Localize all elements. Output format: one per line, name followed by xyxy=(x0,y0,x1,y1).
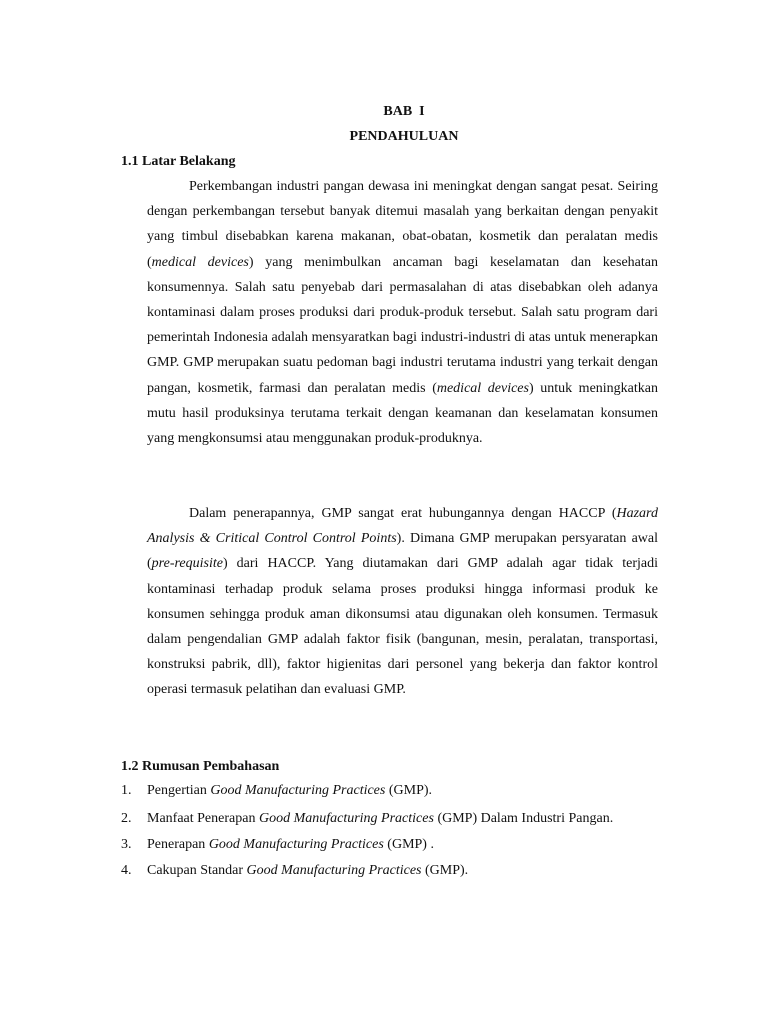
chapter-subtitle: PENDAHULUAN xyxy=(349,129,459,144)
list-item-number: 2. xyxy=(121,811,132,827)
list-item-number: 1. xyxy=(121,783,132,798)
italic-term: Good Manufacturing Practices xyxy=(258,811,434,827)
paragraph-2 xyxy=(147,501,658,703)
italic-term: Good Manufacturing Practices xyxy=(210,783,386,798)
text-run: ) yang menimbulkan ancaman bagi keselamatan dan kesehatan konsumennya. Salah satu penyebab dari permasalahan di atas disebabkan oleh adanya kontaminasi dalam proses produksi dari produk-produk tersebut. Salah satu program dari pemerintah Indonesia adalah mensyaratkan bagi industri-industri di atas untuk menerapkan GMP. GMP merupakan suatu pedoman bagi industri terutama industri yang terkait dengan pangan, kosmetik, farmasi dan peralatan medis ( xyxy=(147,254,658,396)
text-run: Penerapan xyxy=(147,837,209,853)
list-item xyxy=(121,832,658,857)
list-item-text xyxy=(147,832,658,857)
paragraph-1 xyxy=(147,174,658,451)
italic-term: Good Manufacturing Practices xyxy=(246,862,422,878)
italic-term: Good Manufacturing Practices xyxy=(208,837,384,853)
text-run: Cakupan Standar xyxy=(147,862,247,878)
list-item-number: 4. xyxy=(121,862,132,878)
list-item-text xyxy=(147,806,658,831)
text-run: Dalam penerapannya, GMP sangat erat hubungannya dengan HACCP ( xyxy=(189,506,617,521)
text-run: (GMP) . xyxy=(383,837,434,853)
list-item-text xyxy=(147,778,658,803)
topics-list xyxy=(121,778,658,883)
italic-term: medical devices xyxy=(436,380,529,396)
list-item xyxy=(121,858,658,883)
list-item-text xyxy=(147,858,658,883)
text-run: (GMP). xyxy=(385,783,433,798)
list-item xyxy=(121,778,658,803)
text-run: Perkembangan industri pangan dewasa ini meningkat dengan sangat pesat. Seiring dengan perkembangan tersebut banyak ditemui masalah yang berkaitan dengan penyakit yang timbul disebabkan karena makanan, obat-obatan, kosmetik dan peralatan medis ( xyxy=(147,179,658,270)
italic-term: medical devices xyxy=(151,254,249,270)
list-item-number: 3. xyxy=(121,837,132,853)
chapter-title: BAB I xyxy=(383,104,425,119)
text-run: Manfaat Penerapan xyxy=(147,811,259,827)
text-run: ) untuk meningkatkan mutu hasil produksinya terutama terkait dengan keamanan dan keselamatan konsumen yang mengkonsumsi atau menggunakan produk-produknya. xyxy=(147,380,658,447)
text-run: (GMP) Dalam Industri Pangan. xyxy=(433,811,614,827)
text-run: ) dari HACCP. Yang diutamakan dari GMP adalah agar tidak terjadi kontaminasi terhadap produk selama proses produksi hingga informasi produk ke konsumen sehingga produk aman dikonsumsi atau digunakan oleh konsumen. Termasuk dalam pengendalian GMP adalah faktor fisik (bangunan, mesin, peralatan, transportasi, konstruksi pabrik, dll), faktor higienitas dari personel yang bekerja dan faktor kontrol operasi termasuk pelatihan dan evaluasi GMP. xyxy=(147,556,658,698)
text-run: ). Dimana GMP merupakan persyaratan awal ( xyxy=(147,531,658,572)
list-item xyxy=(121,806,658,831)
section-1-heading: 1.1 Latar Belakang xyxy=(121,154,236,169)
text-run: Pengertian xyxy=(147,783,211,798)
italic-term: Hazard Analysis & Critical Control Control Points xyxy=(147,506,658,547)
text-run: (GMP). xyxy=(421,862,469,878)
italic-term: pre-requisite xyxy=(151,556,223,572)
section-2-heading: 1.2 Rumusan Pembahasan xyxy=(121,759,280,774)
